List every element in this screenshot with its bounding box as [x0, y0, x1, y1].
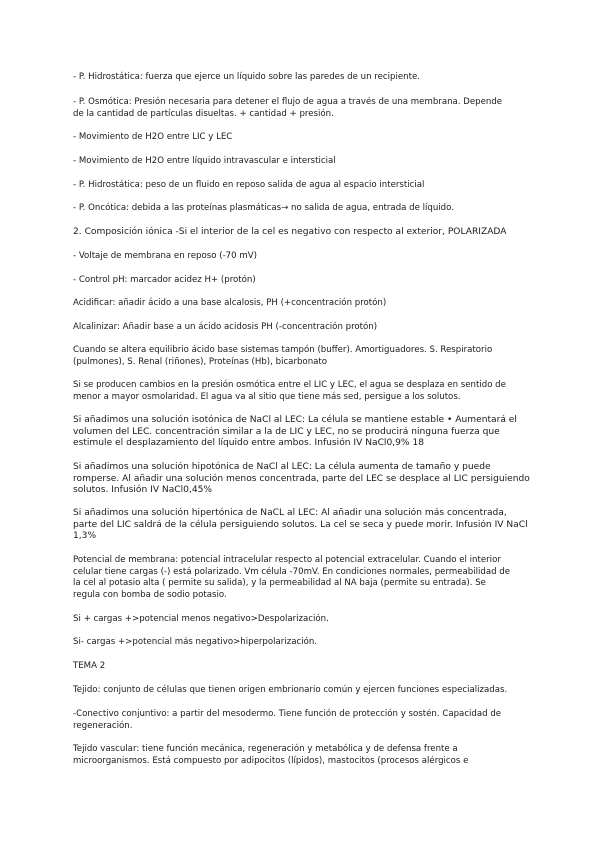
paragraph-p-hidrostatica-2	[73, 180, 543, 192]
text-line: Alcalinizar: Añadir base a un ácido acidosis PH (-concentración protón)	[73, 322, 378, 332]
paragraph-solucion-hipotonica	[73, 462, 543, 497]
paragraph-despolarizacion	[73, 614, 543, 626]
paragraph-equilibrio-acido-base	[73, 345, 543, 368]
text-line: volumen del LEC. concentración similar a la de LIC y LEC, no se producirá ninguna fuerza que	[73, 426, 500, 437]
text-line: estimule el desplazamiento del líquido entre ambos. Infusión IV NaCl0,9% 18	[73, 438, 425, 449]
text-line: - Movimiento de H2O entre líquido intravascular e intersticial	[73, 156, 336, 166]
text-line: Si añadimos una solución isotónica de NaCl al LEC: La célula se mantiene estable • Aumentará el	[73, 415, 517, 425]
paragraph-p-hidrostatica-1	[73, 72, 543, 84]
text-line: 2. Composición iónica -Si el interior de la cel es negativo con respecto al exterior, POLARIZADA	[73, 227, 507, 237]
paragraph-alcalinizar	[73, 322, 543, 334]
text-line: - Movimiento de H2O entre LIC y LEC	[73, 132, 233, 142]
paragraph-p-oncotica	[73, 203, 543, 215]
text-line: de la cantidad de partículas disueltas. + cantidad + presión.	[73, 108, 334, 119]
text-line: romperse. Al añadir una solución menos concentrada, parte del LEC se desplace al LIC persiguiendo	[73, 473, 530, 484]
text-line: Si se producen cambios en la presión osmótica entre el LIC y LEC, el agua se desplaza en sentido de	[73, 380, 506, 390]
text-line: - P. Hidrostática: peso de un fluido en reposo salida de agua al espacio intersticial	[73, 180, 425, 190]
paragraph-solucion-hipertonica	[73, 508, 543, 543]
paragraph-potencial-membrana	[73, 555, 543, 601]
text-line: Si- cargas +>potencial más negativo>hiperpolarización.	[73, 637, 318, 647]
text-line: Cuando se altera equilibrio ácido base sistemas tampón (buffer). Amortiguadores. S. Respiratorio	[73, 345, 493, 355]
text-line: Si añadimos una solución hipertónica de NaCL al LEC: Al añadir una solución más concentrada,	[73, 508, 507, 518]
text-line: - Control pH: marcador acidez H+ (protón)	[73, 275, 256, 285]
section-heading-tema-2	[73, 661, 543, 673]
paragraph-conectivo-conjuntivo	[73, 709, 543, 732]
text-line: solutos. Infusión IV NaCl0,45%	[73, 485, 213, 496]
text-line: - P. Osmótica: Presión necesaria para detener el flujo de agua a través de una membrana. Depende	[73, 97, 503, 107]
paragraph-tejido-definicion	[73, 685, 543, 697]
text-line: Tejido: conjunto de células que tienen origen embrionario común y ejercen funciones especializadas.	[73, 685, 508, 695]
paragraph-tejido-vascular	[73, 744, 543, 767]
text-line: Potencial de membrana: potencial intracelular respecto al potencial extracelular. Cuando el interior	[73, 555, 501, 565]
paragraph-hiperpolarizacion	[73, 637, 543, 649]
paragraph-p-osmotica	[73, 97, 543, 120]
text-line: TEMA 2	[73, 661, 106, 671]
text-line: Acidificar: añadir ácido a una base alcalosis, PH (+concentración protón)	[73, 298, 387, 308]
text-line: (pulmones), S. Renal (riñones), Proteínas (Hb), bicarbonato	[73, 356, 328, 367]
text-line: 1,3%	[73, 531, 97, 542]
paragraph-composicion-ionica	[73, 227, 543, 239]
paragraph-solucion-isotonica	[73, 415, 543, 450]
text-line: menor a mayor osmolaridad. El agua va al sitio que tiene más sed, persigue a los solutos.	[73, 391, 461, 402]
text-line: Si añadimos una solución hipotónica de NaCl al LEC: La célula aumenta de tamaño y puede	[73, 462, 491, 472]
paragraph-voltaje-membrana	[73, 251, 543, 263]
text-line: - Voltaje de membrana en reposo (-70 mV)	[73, 251, 257, 261]
text-line: Si + cargas +>potencial menos negativo>Despolarización.	[73, 614, 329, 624]
text-line: - P. Hidrostática: fuerza que ejerce un líquido sobre las paredes de un recipiente.	[73, 72, 420, 82]
text-line: la cel al potasio alta ( permite su salida), y la permeabilidad al NA baja (permite su entrada). Se	[73, 578, 486, 589]
text-line: -Conectivo conjuntivo: a partir del mesodermo. Tiene función de protección y sostén. Capacidad de	[73, 709, 502, 719]
paragraph-acidificar	[73, 298, 543, 310]
text-line: regeneración.	[73, 720, 133, 731]
text-line: - P. Oncótica: debida a las proteínas plasmáticas→ no salida de agua, entrada de líquido.	[73, 203, 454, 213]
paragraph-control-ph	[73, 275, 543, 287]
paragraph-movimiento-intravascular	[73, 156, 543, 168]
text-line: parte del LIC saldrá de la célula persiguiendo solutos. La cel se seca y puede morir. Infusión IV NaCl	[73, 519, 528, 530]
text-line: microorganismos. Está compuesto por adipocitos (lípidos), mastocitos (procesos alérgicos e	[73, 755, 469, 766]
text-line: Tejido vascular: tiene función mecánica, regeneración y metabólica y de defensa frente a	[73, 744, 458, 754]
text-line: celular tiene cargas (-) está polarizado. Vm célula -70mV. En condiciones normales, permeabilidad de	[73, 566, 511, 577]
text-line: regula con bomba de sodio potasio.	[73, 589, 227, 600]
paragraph-movimiento-lic-lec	[73, 132, 543, 144]
paragraph-presion-osmotica-cambios	[73, 380, 543, 403]
